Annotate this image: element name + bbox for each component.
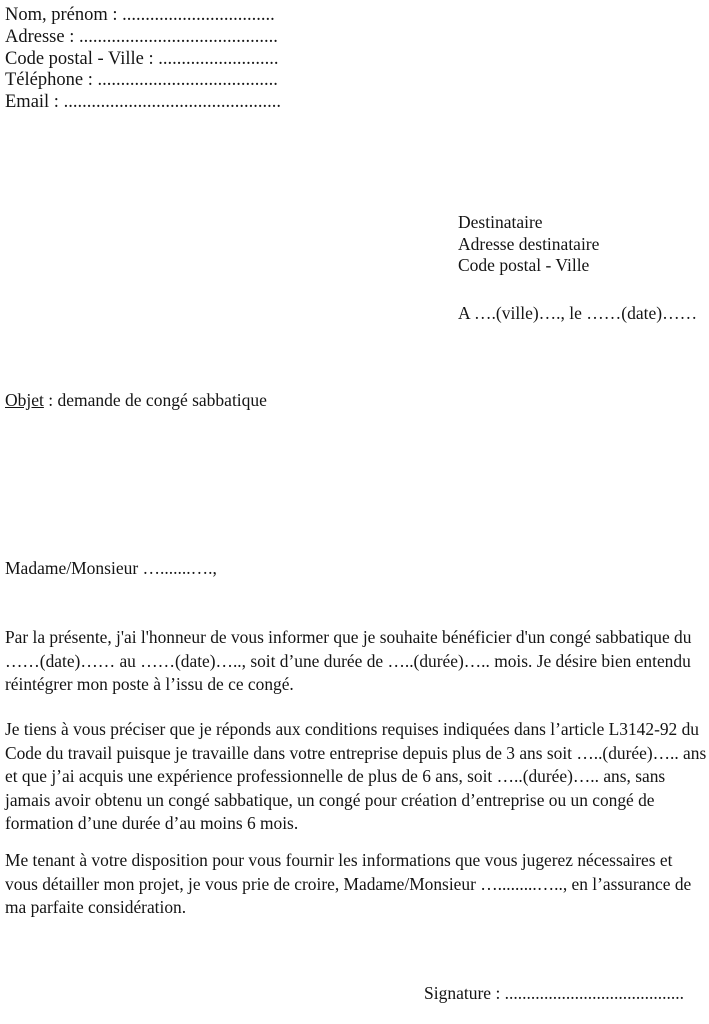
sender-phone-line: Téléphone : ....................................... [5, 70, 278, 91]
place-date-line: A ….(ville)…., le ……(date)…… [458, 303, 698, 323]
body-paragraph-conditions: Je tiens à vous préciser que je réponds aux conditions requises indiquées dans l’article L3142-92 du Code du travail puisque je travaille dans votre entreprise depuis plus de 3 ans soit …..(durée)….. ans et que j’ai acquis une expérience professionnelle de plus de 6 ans, soit …..(durée)….. ans, sans jamais avoir obtenu un congé sabbatique, un congé pour création d’entreprise ou un congé de formation d’une durée d’au moins 6 mois. [5, 719, 707, 833]
sender-email-line: Email : ............................................... [5, 92, 281, 113]
recipient-postal-city-line: Code postal - Ville [458, 255, 590, 275]
subject-line [5, 390, 267, 411]
sender-address-line: Adresse : ........................................... [5, 26, 278, 47]
subject-text: : demande de congé sabbatique [43, 390, 267, 410]
sender-postal-city-line: Code postal - Ville : .......................... [5, 48, 279, 69]
recipient-info-block [458, 212, 599, 277]
signature-line: Signature : ......................................... [424, 983, 685, 1003]
recipient-address-line: Adresse destinataire [458, 233, 600, 254]
body-paragraph-request: Par la présente, j'ai l'honneur de vous informer que je souhaite bénéficier d'un congé sabbatique du ……(date)…… au ……(date)….., soit d’une durée de …..(durée)….. mois. Je désire bien entendu réintégrer mon poste à l’issu de ce congé. [5, 627, 692, 694]
body-paragraph-closing: Me tenant à votre disposition pour vous fournir les informations que vous jugerez nécessaires et vous détailler mon projet, je vous prie de croire, Madame/Monsieur ….........….., en l’assurance de ma parfaite considération. [5, 850, 692, 917]
salutation-line: Madame/Monsieur ….......…., [5, 558, 217, 578]
sender-info-block [5, 5, 281, 114]
sender-name-line: Nom, prénom : ................................. [5, 5, 275, 25]
subject-label: Objet [5, 390, 44, 410]
recipient-name-line: Destinataire [458, 212, 543, 232]
